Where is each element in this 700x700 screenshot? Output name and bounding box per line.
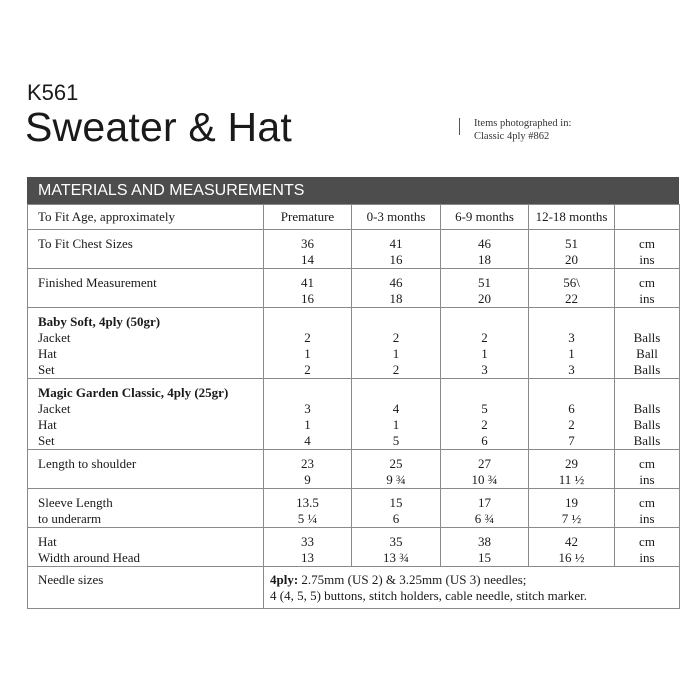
unit-header: [615, 205, 680, 230]
table-cell: 5 2 6: [441, 379, 529, 450]
table-row-chest: [28, 230, 680, 269]
yarn-heading: Magic Garden Classic, 4ply (25gr): [38, 385, 229, 400]
table-cell: 2 1 3: [441, 308, 529, 379]
table-row-needles: [28, 567, 680, 609]
yarn-heading: Baby Soft, 4ply (50gr): [38, 314, 161, 329]
measurements-grid: [27, 204, 680, 609]
table-cell: 41 16: [352, 230, 441, 269]
unit-cell: cm ins: [615, 489, 680, 528]
table-cell: 15 6: [352, 489, 441, 528]
pattern-code: K561: [27, 80, 79, 105]
table-cell: 3 1 3: [529, 308, 615, 379]
needle-ply: 4ply:: [270, 572, 299, 587]
unit-cell: Balls Balls Balls: [615, 379, 680, 450]
yarn-label: Baby Soft, 4ply (50gr) Jacket Hat Set: [28, 308, 264, 379]
table-cell: 17 6 ¾: [441, 489, 529, 528]
needle-label: Needle sizes: [28, 567, 264, 609]
divider-line: [459, 118, 460, 135]
size-header: 0-3 months: [352, 205, 441, 230]
table-row-hat-width: [28, 528, 680, 567]
table-cell: 19 7 ½: [529, 489, 615, 528]
unit-cell: cm ins: [615, 269, 680, 308]
table-cell: 29 11 ½: [529, 450, 615, 489]
table-cell: 13.5 5 ¼: [264, 489, 352, 528]
table-cell: 6 2 7: [529, 379, 615, 450]
materials-table: [27, 177, 679, 609]
table-cell: 41 16: [264, 269, 352, 308]
table-row-age: [28, 205, 680, 230]
table-cell: 36 14: [264, 230, 352, 269]
needle-details: [264, 567, 680, 609]
table-row-finished: [28, 269, 680, 308]
table-cell: 25 9 ¾: [352, 450, 441, 489]
table-cell: 46 18: [352, 269, 441, 308]
table-cell: 56\ 22: [529, 269, 615, 308]
row-label: Hat Width around Head: [28, 528, 264, 567]
unit-cell: Balls Ball Balls: [615, 308, 680, 379]
table-cell: 33 13: [264, 528, 352, 567]
photographed-line-2: Classic 4ply #862: [474, 131, 550, 142]
table-row-yarn-baby-soft: [28, 308, 680, 379]
needle-sizes-text: 2.75mm (US 2) & 3.25mm (US 3) needles;: [298, 572, 527, 587]
table-cell: 27 10 ¾: [441, 450, 529, 489]
yarn-label: Magic Garden Classic, 4ply (25gr) Jacket Hat Set: [28, 379, 264, 450]
row-label: To Fit Chest Sizes: [28, 230, 264, 269]
table-cell: 23 9: [264, 450, 352, 489]
table-cell: 2 1 2: [264, 308, 352, 379]
photographed-line-1: Items photographed in:: [474, 118, 572, 129]
table-row-sleeve-length: [28, 489, 680, 528]
table-cell: 38 15: [441, 528, 529, 567]
size-header: Premature: [264, 205, 352, 230]
unit-cell: cm ins: [615, 450, 680, 489]
size-header: 6-9 months: [441, 205, 529, 230]
table-cell: 4 1 5: [352, 379, 441, 450]
row-label: Length to shoulder: [28, 450, 264, 489]
needle-notions: 4 (4, 5, 5) buttons, stitch holders, cable needle, stitch marker.: [270, 588, 587, 603]
table-row-length-shoulder: [28, 450, 680, 489]
table-cell: 2 1 2: [352, 308, 441, 379]
pattern-title: Sweater & Hat: [25, 104, 292, 150]
unit-cell: cm ins: [615, 528, 680, 567]
row-label: Finished Measurement: [28, 269, 264, 308]
table-cell: 46 18: [441, 230, 529, 269]
age-label: To Fit Age, approximately: [28, 205, 264, 230]
size-header: 12-18 months: [529, 205, 615, 230]
table-cell: 51 20: [529, 230, 615, 269]
table-cell: 42 16 ½: [529, 528, 615, 567]
unit-cell: cm ins: [615, 230, 680, 269]
table-cell: 51 20: [441, 269, 529, 308]
table-row-yarn-magic-garden: [28, 379, 680, 450]
table-cell: 3 1 4: [264, 379, 352, 450]
table-cell: 35 13 ¾: [352, 528, 441, 567]
row-label: Sleeve Length to underarm: [28, 489, 264, 528]
photographed-note: [474, 117, 571, 143]
table-header: MATERIALS AND MEASUREMENTS: [27, 177, 679, 204]
